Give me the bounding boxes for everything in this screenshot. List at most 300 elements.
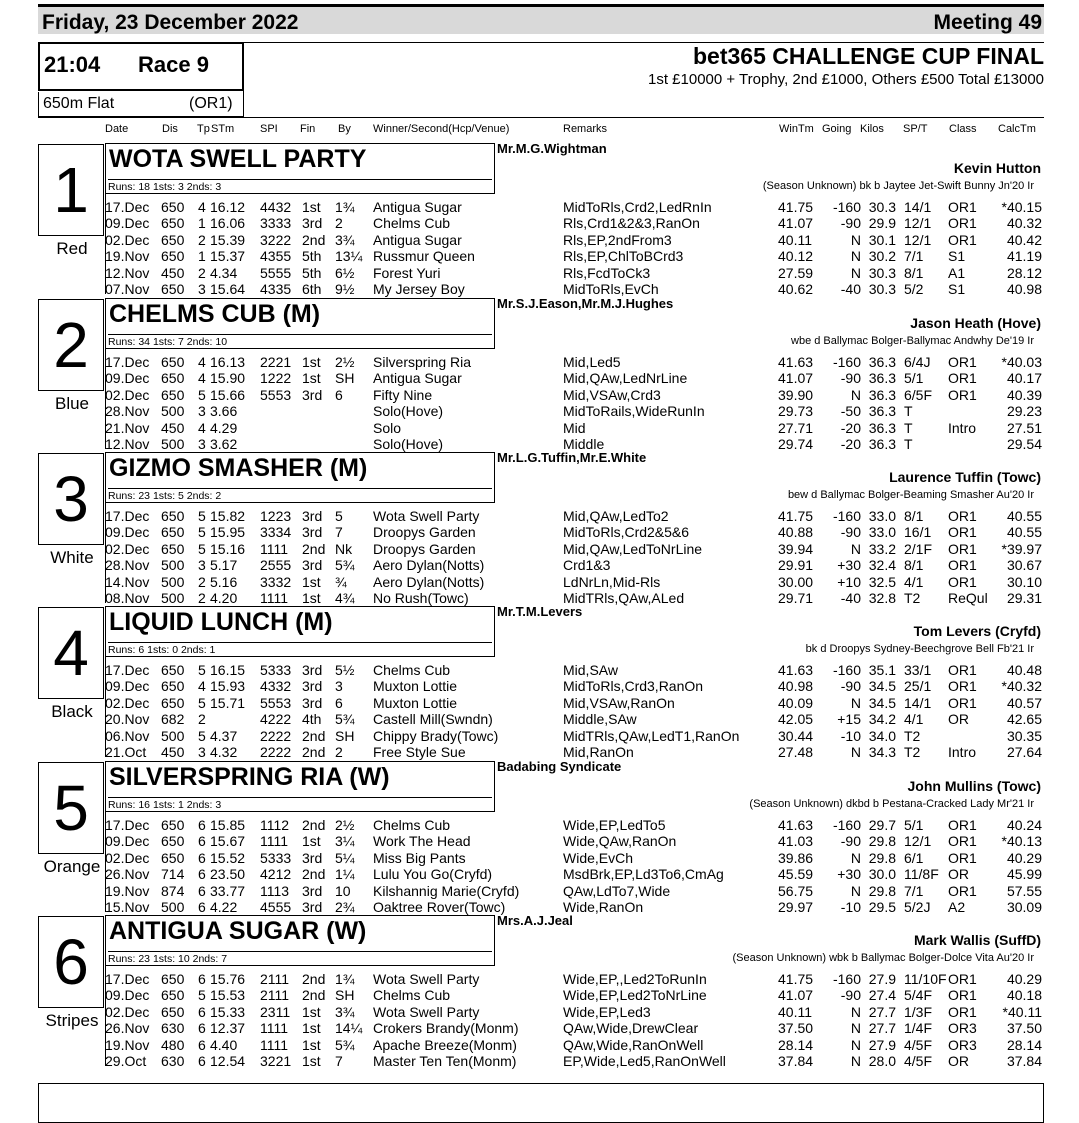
- divider: [38, 117, 1044, 118]
- form-stm: 15.66: [210, 386, 246, 403]
- form-going: -160: [832, 817, 861, 833]
- form-stm: 12.54: [210, 1053, 246, 1069]
- form-spt: 11/10F: [904, 971, 947, 987]
- form-dis: 650: [161, 508, 185, 524]
- form-kilos: 34.5: [868, 694, 896, 711]
- form-stm: 5.17: [210, 557, 238, 574]
- form-by: 5½: [335, 662, 355, 678]
- form-kilos: 29.8: [868, 849, 896, 866]
- form-row: [38, 678, 1044, 694]
- form-dis: 650: [161, 386, 185, 403]
- form-dis: 450: [161, 264, 185, 281]
- form-class: OR1: [948, 386, 977, 403]
- form-wintm: 41.63: [778, 817, 814, 833]
- form-fin: 3rd: [302, 849, 323, 866]
- form-trap: 2: [198, 590, 206, 606]
- form-going: N: [850, 540, 861, 557]
- form-class: OR1: [948, 508, 977, 524]
- form-spi: 2555: [260, 557, 292, 574]
- col-by: By: [338, 123, 351, 135]
- form-remarks: Mid,Led5: [563, 354, 621, 370]
- form-by: 4¾: [335, 590, 355, 606]
- form-calctm: 45.99: [1006, 866, 1042, 883]
- form-class: OR1: [948, 987, 977, 1004]
- form-dis: 500: [161, 899, 185, 915]
- form-class: OR: [948, 1053, 969, 1069]
- owner-name: Mrs.A.J.Jeal: [497, 913, 573, 928]
- form-winner: Aero Dylan(Notts): [373, 573, 485, 590]
- form-calctm: 41.19: [1006, 248, 1042, 265]
- form-winner: Aero Dylan(Notts): [373, 557, 485, 574]
- form-trap: 4: [198, 354, 206, 370]
- form-going: N: [850, 264, 861, 281]
- form-by: 5¾: [335, 557, 355, 574]
- form-kilos: 27.7: [868, 1020, 896, 1037]
- form-remarks: Wide,EP,Led3: [563, 1003, 651, 1020]
- form-going: N: [850, 849, 861, 866]
- form-spi: 3332: [260, 573, 292, 590]
- form-spt: 33/1: [904, 662, 932, 678]
- runs-summary: Runs: 34 1sts: 7 2nds: 10: [108, 334, 492, 348]
- form-stm: 5.16: [210, 573, 238, 590]
- form-class: OR1: [948, 199, 977, 215]
- form-spi: 1111: [260, 540, 289, 557]
- form-going: N: [850, 744, 861, 760]
- form-spt: 12/1: [904, 215, 932, 232]
- form-row: [38, 987, 1044, 1003]
- form-row: [38, 695, 1044, 711]
- race-title: bet365 CHALLENGE CUP FINAL: [692, 43, 1044, 69]
- form-stm: 15.53: [210, 987, 246, 1004]
- form-by: 3¼: [335, 833, 355, 850]
- form-remarks: MidTRls,QAw,ALed: [563, 590, 685, 606]
- form-trap: 5: [198, 540, 206, 557]
- runs-summary: Runs: 16 1sts: 1 2nds: 3: [108, 797, 492, 811]
- form-date: 19.Nov: [105, 1036, 150, 1053]
- form-by: 10: [335, 882, 351, 899]
- runner-card: [38, 604, 1044, 758]
- form-wintm: 27.59: [778, 264, 814, 281]
- form-date: 02.Dec: [105, 231, 150, 248]
- form-calctm: 27.51: [1006, 419, 1042, 436]
- form-class: OR1: [948, 573, 977, 590]
- form-trap: 2: [198, 573, 206, 590]
- form-going: N: [850, 231, 861, 248]
- form-calctm: 40.98: [1006, 281, 1042, 297]
- form-kilos: 34.5: [868, 678, 896, 695]
- form-wintm: 40.11: [778, 231, 812, 248]
- form-winner: Solo: [373, 419, 402, 436]
- dog-pedigree: bew d Ballymac Bolger-Beaming Smasher Au'20 Ir: [787, 489, 1034, 501]
- form-remarks: LdNrLn,Mid-Rls: [563, 573, 661, 590]
- form-wintm: 29.71: [778, 590, 814, 606]
- form-trap: 6: [198, 1020, 206, 1037]
- form-class: OR1: [948, 678, 977, 695]
- form-row: [38, 817, 1044, 833]
- form-trap: 6: [198, 1036, 206, 1053]
- form-dis: 650: [161, 524, 185, 541]
- form-remarks: Mid,VSAw,Crd3: [563, 386, 661, 403]
- form-going: N: [850, 1036, 861, 1053]
- form-by: SH: [335, 987, 355, 1004]
- dog-name-box: [105, 915, 495, 966]
- dog-pedigree: (Season Unknown) wbk b Ballymac Bolger-Dolce Vita Au'20 Ir: [732, 952, 1034, 964]
- form-trap: 6: [198, 1053, 206, 1069]
- form-date: 21.Nov: [105, 419, 150, 436]
- form-wintm: 41.75: [778, 199, 814, 215]
- form-spt: 6/1: [904, 849, 924, 866]
- form-remarks: Wide,QAw,RanOn: [563, 833, 677, 850]
- form-row: [38, 1020, 1044, 1036]
- form-kilos: 30.3: [868, 281, 896, 297]
- form-trap: 3: [198, 281, 206, 297]
- form-going: -90: [840, 370, 861, 387]
- form-spi: 1223: [260, 508, 292, 524]
- form-wintm: 40.09: [778, 694, 814, 711]
- form-stm: 15.67: [210, 833, 246, 850]
- form-by: ¾: [335, 573, 347, 590]
- form-by: 2: [335, 744, 343, 760]
- form-row: [38, 403, 1044, 419]
- form-trap: 5: [198, 727, 206, 744]
- form-stm: 15.76: [210, 971, 246, 987]
- form-trap: 6: [198, 833, 206, 850]
- trap-colour: Blue: [54, 394, 90, 413]
- form-wintm: 40.98: [778, 678, 814, 695]
- form-calctm: 57.55: [1006, 882, 1042, 899]
- form-wintm: 28.14: [778, 1036, 814, 1053]
- owner-name: Mr.T.M.Levers: [497, 604, 583, 619]
- form-winner: Droopys Garden: [373, 524, 476, 541]
- form-spi: 4332: [260, 678, 292, 695]
- form-by: 3: [335, 678, 343, 695]
- form-dis: 650: [161, 370, 185, 387]
- form-fin: 1st: [302, 590, 321, 606]
- form-spt: 5/2J: [904, 899, 931, 915]
- form-date: 09.Dec: [105, 370, 150, 387]
- form-going: -90: [840, 833, 861, 850]
- form-remarks: Wide,RanOn: [563, 899, 644, 915]
- form-kilos: 30.2: [868, 248, 896, 265]
- form-remarks: QAw,Wide,DrewClear: [563, 1020, 699, 1037]
- form-by: 7: [335, 1053, 343, 1069]
- form-by: Nk: [335, 540, 353, 557]
- form-calctm: 42.65: [1006, 711, 1042, 728]
- trap-colour: Orange: [43, 857, 101, 876]
- form-kilos: 29.7: [868, 817, 896, 833]
- header-bar: [38, 4, 1044, 34]
- form-wintm: 29.73: [778, 403, 814, 420]
- form-stm: 4.29: [210, 419, 238, 436]
- form-calctm: 40.24: [1006, 817, 1042, 833]
- dog-name-box: [105, 761, 495, 812]
- form-wintm: 37.50: [778, 1020, 814, 1037]
- form-dis: 500: [161, 727, 185, 744]
- form-calctm: 29.54: [1006, 436, 1042, 452]
- form-stm: 15.95: [210, 524, 246, 541]
- form-by: 2½: [335, 354, 355, 370]
- form-calctm: *40.13: [1001, 833, 1042, 850]
- form-wintm: 41.07: [778, 987, 814, 1004]
- form-trap: 5: [198, 694, 206, 711]
- form-spi: 5553: [260, 694, 292, 711]
- form-wintm: 39.94: [778, 540, 814, 557]
- form-class: OR: [948, 866, 969, 883]
- form-winner: Silverspring Ria: [373, 354, 472, 370]
- form-class: OR1: [948, 557, 977, 574]
- form-row: [38, 662, 1044, 678]
- form-remarks: Mid,VSAw,RanOn: [563, 694, 675, 711]
- form-stm: 33.77: [210, 882, 246, 899]
- form-spt: 1/3F: [904, 1003, 933, 1020]
- form-spt: 12/1: [904, 833, 932, 850]
- form-spi: 1222: [260, 370, 292, 387]
- form-class: OR: [948, 711, 969, 728]
- dog-name: CHELMS CUB (M): [109, 300, 321, 328]
- form-spt: T2: [904, 744, 921, 760]
- form-fin: 3rd: [302, 215, 323, 232]
- form-remarks: MidToRls,EvCh: [563, 281, 659, 297]
- form-row: [38, 370, 1044, 386]
- form-remarks: MidToRls,Crd2&5&6: [563, 524, 690, 541]
- form-stm: 15.64: [210, 281, 246, 297]
- form-dis: 650: [161, 678, 185, 695]
- form-dis: 500: [161, 436, 185, 452]
- form-row: [38, 420, 1044, 436]
- form-class: S1: [948, 248, 966, 265]
- form-by: 7: [335, 524, 343, 541]
- form-date: 12.Nov: [105, 264, 150, 281]
- dog-pedigree: bk d Droopys Sydney-Beechgrove Bell Fb'21 Ir: [805, 643, 1034, 655]
- form-calctm: 30.67: [1006, 557, 1042, 574]
- form-going: -160: [832, 199, 861, 215]
- form-class: OR1: [948, 882, 977, 899]
- form-date: 09.Dec: [105, 833, 150, 850]
- form-wintm: 40.12: [778, 248, 814, 265]
- form-remarks: MsdBrk,EP,Ld3To6,CmAg: [563, 866, 724, 883]
- form-fin: 2nd: [302, 540, 326, 557]
- runner-card: [38, 759, 1044, 913]
- form-row: [38, 1053, 1044, 1069]
- form-date: 17.Dec: [105, 662, 150, 678]
- form-date: 19.Nov: [105, 882, 150, 899]
- trap-number: 4: [53, 617, 89, 689]
- form-calctm: 28.14: [1006, 1036, 1042, 1053]
- form-spi: 3333: [260, 215, 292, 232]
- form-spt: 14/1: [904, 199, 932, 215]
- trap-colour: White: [50, 548, 94, 567]
- form-calctm: 30.10: [1006, 573, 1042, 590]
- form-fin: 3rd: [302, 882, 323, 899]
- form-stm: 16.15: [210, 662, 246, 678]
- form-kilos: 36.3: [868, 370, 896, 387]
- form-winner: Solo(Hove): [373, 403, 444, 420]
- race-distance-box: [38, 92, 244, 117]
- runs-summary: Runs: 18 1sts: 3 2nds: 3: [108, 179, 492, 193]
- form-date: 09.Dec: [105, 678, 150, 695]
- form-class: Intro: [948, 744, 977, 760]
- race-grade: (OR1): [189, 95, 233, 112]
- form-spt: 4/5F: [904, 1036, 933, 1053]
- form-spt: 11/8F: [904, 866, 939, 883]
- form-stm: 12.37: [210, 1020, 246, 1037]
- form-date: 19.Nov: [105, 248, 150, 265]
- form-going: -160: [832, 662, 861, 678]
- owner-name: Mr.L.G.Tuffin,Mr.E.White: [497, 450, 647, 465]
- form-going: +30: [837, 557, 861, 574]
- form-class: S1: [948, 281, 966, 297]
- runner-card: [38, 450, 1044, 604]
- form-spi: 1111: [260, 833, 289, 850]
- form-stm: 16.06: [210, 215, 246, 232]
- form-wintm: 29.97: [778, 899, 814, 915]
- race-prizes: 1st £10000 + Trophy, 2nd £1000, Others £500 Total £13000: [648, 71, 1044, 88]
- form-fin: 3rd: [302, 557, 323, 574]
- form-spt: 4/1: [904, 573, 924, 590]
- dog-name-box: [105, 606, 495, 657]
- form-remarks: Rls,Crd1&2&3,RanOn: [563, 215, 700, 232]
- form-going: -20: [840, 419, 861, 436]
- form-dis: 500: [161, 590, 185, 606]
- form-class: OR1: [948, 817, 977, 833]
- col-winner: Winner/Second(Hcp/Venue): [373, 123, 510, 135]
- form-row: [38, 1037, 1044, 1053]
- form-remarks: MidToRls,Crd2,LedRnIn: [563, 199, 712, 215]
- form-going: N: [850, 1020, 861, 1037]
- form-spi: 4335: [260, 281, 292, 297]
- form-date: 28.Nov: [105, 557, 150, 574]
- form-remarks: Mid,QAw,LedNrLine: [563, 370, 688, 387]
- form-wintm: 39.90: [778, 386, 814, 403]
- form-calctm: 40.55: [1006, 508, 1042, 524]
- form-going: -10: [840, 899, 861, 915]
- dog-name-box: [105, 298, 495, 349]
- form-calctm: 40.55: [1006, 524, 1042, 541]
- form-kilos: 36.3: [868, 386, 896, 403]
- form-trap: 4: [198, 678, 206, 695]
- form-going: -40: [840, 281, 861, 297]
- form-spi: 2222: [260, 727, 292, 744]
- trainer-name: Jason Heath (Hove): [910, 315, 1041, 331]
- form-row: [38, 387, 1044, 403]
- form-calctm: 40.29: [1006, 971, 1042, 987]
- form-class: ReQul: [948, 590, 988, 606]
- form-spt: 8/1: [904, 508, 924, 524]
- form-wintm: 41.75: [778, 971, 814, 987]
- form-calctm: 37.84: [1006, 1053, 1042, 1069]
- form-kilos: 33.0: [868, 524, 896, 541]
- form-spt: 4/5F: [904, 1053, 933, 1069]
- form-wintm: 40.62: [778, 281, 814, 297]
- form-trap: 3: [198, 744, 206, 760]
- form-by: 2: [335, 215, 343, 232]
- form-going: +15: [837, 711, 861, 728]
- form-calctm: 27.64: [1006, 744, 1042, 760]
- form-dis: 650: [161, 281, 185, 297]
- form-wintm: 39.86: [778, 849, 814, 866]
- form-spt: 2/1F: [904, 540, 933, 557]
- dog-name-box: [105, 452, 495, 503]
- dog-pedigree: (Season Unknown) dkbd b Pestana-Cracked Lady Mr'21 Ir: [749, 798, 1034, 810]
- form-row: [38, 215, 1044, 231]
- form-going: N: [850, 694, 861, 711]
- form-trap: 5: [198, 386, 206, 403]
- dog-pedigree: (Season Unknown) bk b Jaytee Jet-Swift Bunny Jn'20 Ir: [762, 180, 1034, 192]
- form-spi: 3221: [260, 1053, 292, 1069]
- form-by: 14¼: [335, 1020, 363, 1037]
- form-row: [38, 883, 1044, 899]
- form-spt: 16/1: [904, 524, 932, 541]
- form-remarks: QAw,Wide,RanOnWell: [563, 1036, 704, 1053]
- form-class: OR1: [948, 833, 977, 850]
- col-wintm: WinTm: [779, 123, 814, 135]
- form-trap: 2: [198, 264, 206, 281]
- form-winner: No Rush(Towc): [373, 590, 469, 606]
- form-calctm: 37.50: [1006, 1020, 1042, 1037]
- form-spi: 3222: [260, 231, 292, 248]
- form-kilos: 28.0: [868, 1053, 896, 1069]
- dog-pedigree: wbe d Ballymac Bolger-Ballymac Andwhy De'19 Ir: [791, 335, 1034, 347]
- form-row: [38, 541, 1044, 557]
- form-dis: 650: [161, 833, 185, 850]
- form-trap: 5: [198, 987, 206, 1004]
- form-class: A1: [948, 264, 966, 281]
- form-spi: 2111: [260, 987, 290, 1004]
- form-going: N: [850, 1003, 861, 1020]
- form-fin: 1st: [302, 1036, 321, 1053]
- form-spt: 12/1: [904, 231, 932, 248]
- form-trap: 1: [198, 215, 206, 232]
- form-winner: Chelms Cub: [373, 987, 451, 1004]
- form-date: 08.Nov: [105, 590, 150, 606]
- form-class: OR1: [948, 524, 977, 541]
- form-stm: 15.33: [210, 1003, 246, 1020]
- form-calctm: *39.97: [1001, 540, 1042, 557]
- form-trap: 6: [198, 866, 206, 883]
- form-row: [38, 850, 1044, 866]
- form-calctm: 30.35: [1006, 727, 1042, 744]
- form-by: 6: [335, 694, 343, 711]
- form-remarks: EP,Wide,Led5,RanOnWell: [563, 1053, 726, 1069]
- form-remarks: Rls,EP,2ndFrom3: [563, 231, 672, 248]
- form-calctm: *40.32: [1001, 678, 1042, 695]
- form-trap: 5: [198, 662, 206, 678]
- form-kilos: 32.8: [868, 590, 896, 606]
- form-date: 17.Dec: [105, 508, 150, 524]
- form-by: 2¾: [335, 899, 355, 915]
- form-going: -10: [840, 727, 861, 744]
- form-by: 5: [335, 508, 343, 524]
- race-time-box: [38, 42, 244, 91]
- form-spt: T: [904, 403, 913, 420]
- form-row: [38, 232, 1044, 248]
- form-spi: 1113: [260, 882, 290, 899]
- form-date: 26.Nov: [105, 866, 150, 883]
- form-remarks: Middle,SAw: [563, 711, 637, 728]
- form-trap: 2: [198, 711, 206, 728]
- runs-summary: Runs: 6 1sts: 0 2nds: 1: [108, 642, 492, 656]
- form-dis: 650: [161, 248, 185, 265]
- form-spi: 2221: [260, 354, 292, 370]
- form-stm: 3.62: [210, 436, 238, 452]
- form-date: 02.Dec: [105, 540, 150, 557]
- form-fin: 2nd: [302, 817, 326, 833]
- form-class: OR1: [948, 849, 977, 866]
- form-by: 6: [335, 386, 343, 403]
- form-row: [38, 199, 1044, 215]
- form-class: OR1: [948, 694, 977, 711]
- form-fin: 1st: [302, 1053, 321, 1069]
